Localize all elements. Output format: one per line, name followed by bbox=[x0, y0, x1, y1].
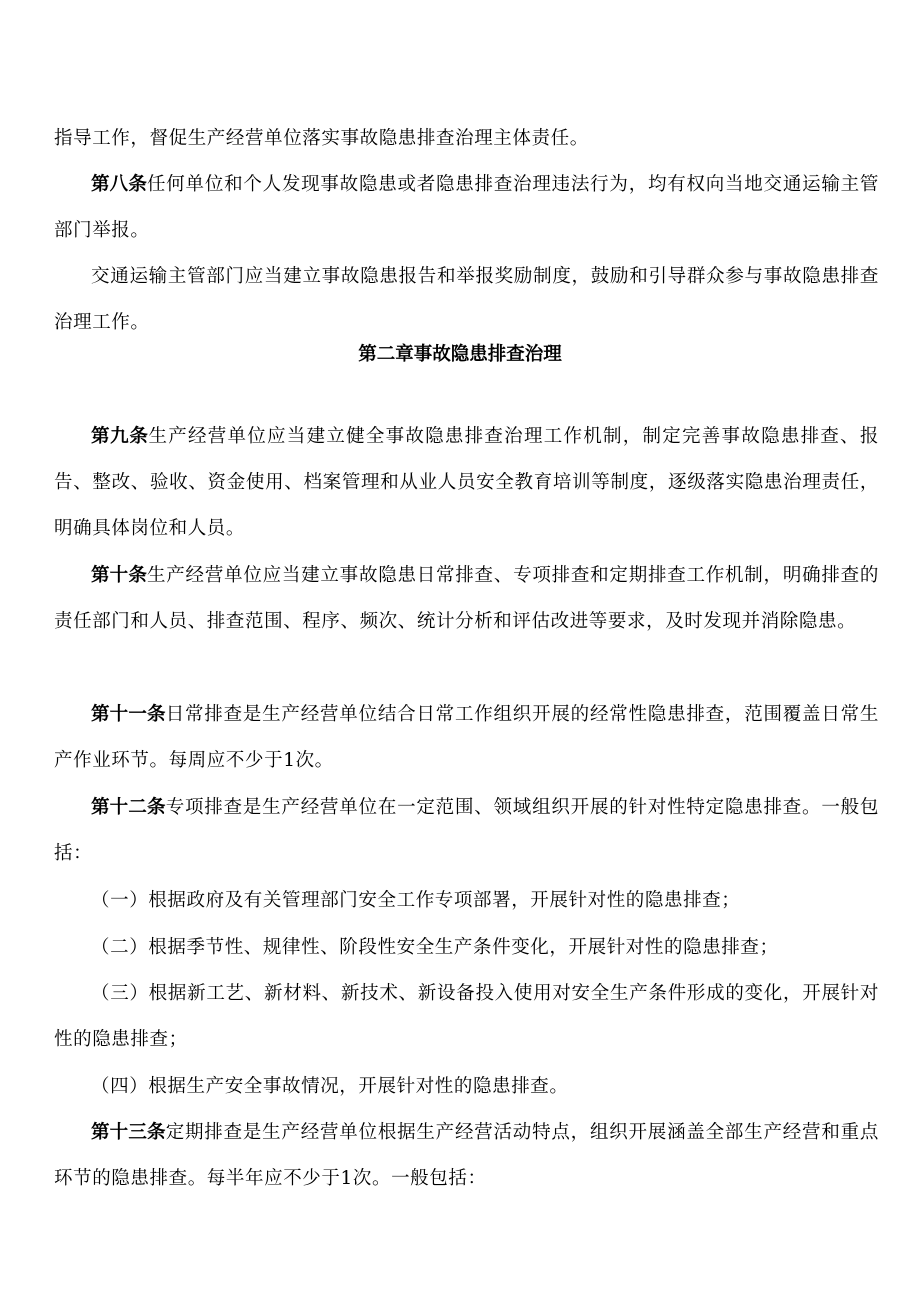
paragraph-text: 指导工作，督促生产经营单位落实事故隐患排查治理主体责任。 bbox=[54, 128, 589, 149]
article-label: 第十条 bbox=[91, 565, 148, 586]
article-label: 第八条 bbox=[91, 174, 148, 195]
article-11 bbox=[54, 692, 879, 784]
paragraph-reward-system bbox=[54, 254, 879, 346]
list-item-text: （二）根据季节性、规律性、阶段性安全生产条件变化，开展针对性的隐患排查； bbox=[91, 937, 779, 958]
paragraph-text: 交通运输主管部门应当建立事故隐患报告和举报奖励制度，鼓励和引导群众参与事故隐患排查治理工作。 bbox=[54, 266, 879, 333]
list-item-3 bbox=[54, 971, 879, 1063]
article-12 bbox=[54, 785, 879, 877]
article-text: 日常排查是生产经营单位结合日常工作组织开展的经常性隐患排查，范围覆盖日常生产作业环节。每周应不少于1次。 bbox=[54, 704, 879, 771]
article-text: 定期排查是生产经营单位根据生产经营活动特点，组织开展涵盖全部生产经营和重点环节的隐患排查。每半年应不少于1次。一般包括： bbox=[54, 1122, 879, 1189]
article-text: 生产经营单位应当建立事故隐患日常排查、专项排查和定期排查工作机制，明确排查的责任部门和人员、排查范围、程序、频次、统计分析和评估改进等要求，及时发现并消除隐患。 bbox=[54, 565, 879, 632]
paragraph-continuation bbox=[54, 116, 879, 162]
article-8 bbox=[54, 162, 879, 254]
article-9 bbox=[54, 414, 879, 552]
list-item-text: （一）根据政府及有关管理部门安全工作专项部署，开展针对性的隐患排查； bbox=[91, 890, 741, 911]
article-label: 第十一条 bbox=[91, 704, 166, 725]
list-item-1 bbox=[54, 878, 879, 924]
article-10 bbox=[54, 553, 879, 645]
list-item-text: （三）根据新工艺、新材料、新技术、新设备投入使用对安全生产条件形成的变化，开展针对性的隐患排查； bbox=[54, 983, 879, 1050]
article-text: 生产经营单位应当建立健全事故隐患排查治理工作机制，制定完善事故隐患排查、报告、整改、验收、资金使用、档案管理和从业人员安全教育培训等制度，逐级落实隐患治理责任，明确具体岗位和人员。 bbox=[54, 426, 879, 539]
article-13 bbox=[54, 1110, 879, 1202]
article-label: 第十二条 bbox=[91, 797, 166, 818]
article-label: 第十三条 bbox=[91, 1122, 166, 1143]
article-text: 专项排查是生产经营单位在一定范围、领域组织开展的针对性特定隐患排查。一般包括： bbox=[54, 797, 879, 864]
chapter-heading: 第二章事故隐患排查治理 bbox=[358, 344, 562, 365]
article-label: 第九条 bbox=[91, 426, 149, 447]
list-item-2 bbox=[54, 925, 879, 971]
article-text: 任何单位和个人发现事故隐患或者隐患排查治理违法行为，均有权向当地交通运输主管部门举报。 bbox=[54, 174, 879, 241]
list-item-4 bbox=[54, 1064, 879, 1110]
list-item-text: （四）根据生产安全事故情况，开展针对性的隐患排查。 bbox=[91, 1076, 569, 1097]
